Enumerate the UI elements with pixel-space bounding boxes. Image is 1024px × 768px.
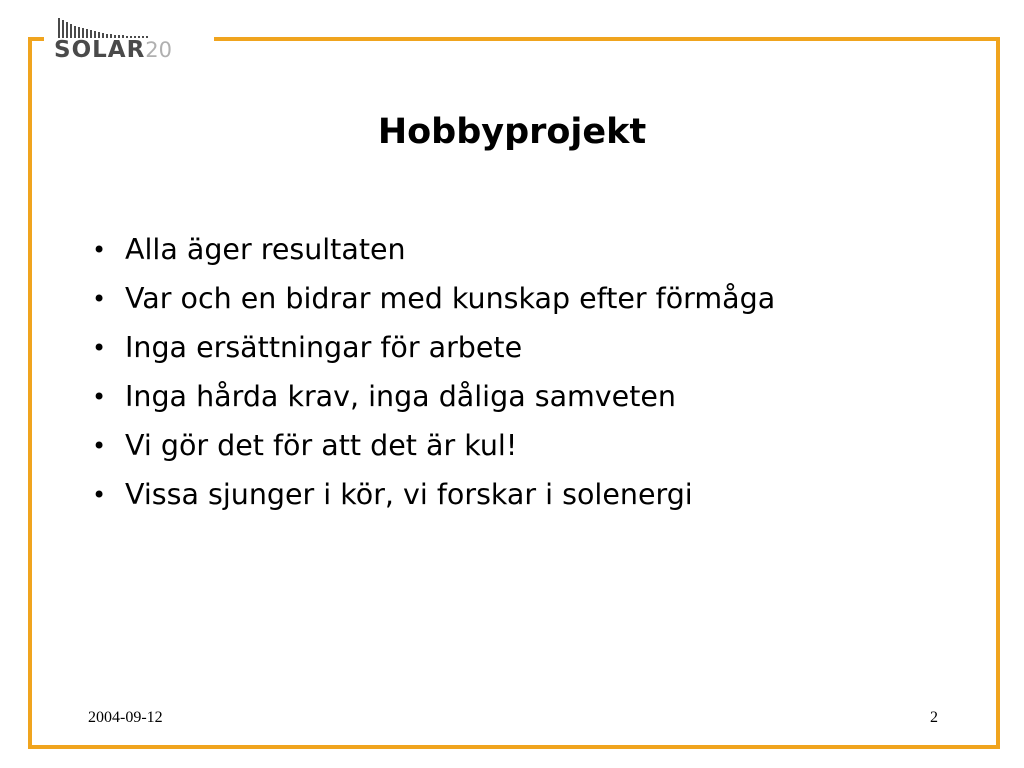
- logo-bars-icon: [56, 16, 166, 38]
- bullet-dot-icon: •: [92, 236, 107, 264]
- bullet-item: [84, 228, 775, 277]
- logo-text: [54, 37, 172, 63]
- bullet-item: [84, 326, 775, 375]
- bullet-dot-icon: •: [92, 285, 107, 313]
- footer-date: 2004-09-12: [88, 709, 163, 726]
- bullet-dot-icon: •: [92, 334, 107, 362]
- bullet-text: Alla äger resultaten: [125, 233, 406, 266]
- bullet-text: Var och en bidrar med kunskap efter förmåga: [125, 282, 776, 315]
- bullet-item: [84, 424, 775, 473]
- logo-number: 20: [145, 38, 173, 62]
- bullet-dot-icon: •: [92, 432, 107, 460]
- bullet-dot-icon: •: [92, 481, 107, 509]
- bullet-list: [84, 228, 775, 522]
- bullet-text: Inga ersättningar för arbete: [125, 331, 523, 364]
- logo-brand: SOLAR: [54, 37, 146, 63]
- page-number: 2: [930, 709, 938, 726]
- bullet-dot-icon: •: [92, 383, 107, 411]
- solar20-logo: [44, 10, 214, 66]
- bullet-item: [84, 277, 775, 326]
- bullet-item: [84, 375, 775, 424]
- bullet-text: Vi gör det för att det är kul!: [125, 429, 518, 462]
- bullet-item: [84, 473, 775, 522]
- bullet-text: Vissa sjunger i kör, vi forskar i solenergi: [125, 478, 693, 511]
- bullet-text: Inga hårda krav, inga dåliga samveten: [125, 380, 676, 413]
- slide-title: Hobbyprojekt: [377, 112, 647, 152]
